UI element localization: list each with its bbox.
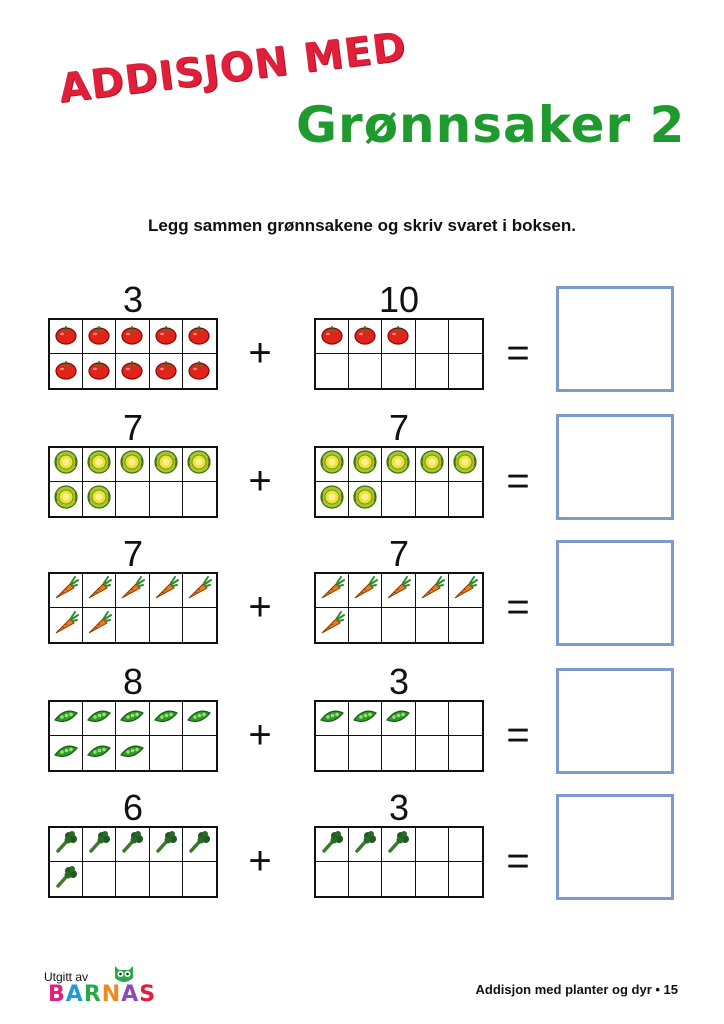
- ten-frame-cell: [83, 608, 116, 642]
- cabbage-icon: [352, 449, 378, 480]
- cabbage-icon: [385, 449, 411, 480]
- ten-frame-cell: [316, 608, 349, 642]
- ten-frame-cell: [50, 448, 83, 482]
- right-ten-frame: [314, 700, 484, 772]
- broccoli-icon: [319, 829, 345, 860]
- ten-frame-cell: [416, 608, 449, 642]
- ten-frame-cell: [449, 448, 482, 482]
- carrot-icon: [86, 575, 112, 606]
- ten-frame-cell: [183, 828, 216, 862]
- ten-frame-cell: [83, 702, 116, 736]
- ten-frame-cell: [416, 574, 449, 608]
- ten-frame-cell: [349, 828, 382, 862]
- cabbage-icon: [352, 484, 378, 515]
- ten-frame-cell: [449, 702, 482, 736]
- ten-frame-cell: [50, 702, 83, 736]
- left-number: 6: [122, 787, 144, 828]
- ten-frame-cell: [316, 320, 349, 354]
- ten-frame-cell: [150, 320, 183, 354]
- ten-frame-cell: [316, 482, 349, 516]
- ten-frame-cell: [183, 574, 216, 608]
- ten-frame-cell: [416, 354, 449, 388]
- pea-pod-icon: [86, 703, 112, 734]
- publisher-letter: S: [139, 982, 157, 1007]
- right-number: 7: [388, 407, 410, 448]
- publisher-name: [48, 982, 156, 1007]
- ten-frame-cell: [150, 828, 183, 862]
- ten-frame-cell: [382, 448, 415, 482]
- cabbage-icon: [53, 484, 79, 515]
- ten-frame-cell: [50, 828, 83, 862]
- broccoli-icon: [53, 864, 79, 895]
- left-ten-frame: [48, 446, 218, 518]
- answer-box[interactable]: [556, 794, 674, 900]
- plus-sign: +: [248, 713, 272, 757]
- answer-box[interactable]: [556, 286, 674, 392]
- ten-frame-cell: [150, 448, 183, 482]
- carrot-icon: [53, 610, 79, 641]
- publisher-letter: A: [121, 982, 140, 1007]
- left-ten-frame: [48, 572, 218, 644]
- plus-sign: +: [248, 331, 272, 375]
- ten-frame-cell: [183, 608, 216, 642]
- left-number: 7: [122, 533, 144, 574]
- publisher-letter: B: [48, 982, 66, 1007]
- left-number: 7: [122, 407, 144, 448]
- tomato-icon: [153, 321, 179, 352]
- problem-row: [0, 533, 724, 662]
- tomato-icon: [153, 356, 179, 387]
- ten-frame-cell: [183, 736, 216, 770]
- broccoli-icon: [53, 829, 79, 860]
- ten-frame-cell: [116, 702, 149, 736]
- ten-frame-cell: [382, 702, 415, 736]
- left-ten-frame: [48, 700, 218, 772]
- instruction-text: Legg sammen grønnsakene og skriv svaret i boksen.: [148, 216, 576, 235]
- ten-frame-cell: [116, 574, 149, 608]
- carrot-icon: [186, 575, 212, 606]
- ten-frame-cell: [416, 482, 449, 516]
- ten-frame-cell: [349, 574, 382, 608]
- pea-pod-icon: [352, 703, 378, 734]
- ten-frame-cell: [382, 482, 415, 516]
- tomato-icon: [53, 321, 79, 352]
- tomato-icon: [86, 356, 112, 387]
- tomato-icon: [86, 321, 112, 352]
- left-ten-frame: [48, 826, 218, 898]
- right-number: 7: [388, 533, 410, 574]
- ten-frame-cell: [449, 354, 482, 388]
- ten-frame-cell: [116, 354, 149, 388]
- ten-frame-cell: [83, 354, 116, 388]
- ten-frame-cell: [83, 320, 116, 354]
- ten-frame-cell: [316, 574, 349, 608]
- title-line-2: Grønnsaker 2: [296, 96, 686, 154]
- problem-row: [0, 661, 724, 790]
- pea-pod-icon: [119, 703, 145, 734]
- page-label: Addisjon med planter og dyr • 15: [475, 982, 678, 997]
- ten-frame-cell: [382, 354, 415, 388]
- ten-frame-cell: [50, 574, 83, 608]
- ten-frame-cell: [349, 736, 382, 770]
- ten-frame-cell: [449, 320, 482, 354]
- ten-frame-cell: [50, 482, 83, 516]
- answer-box[interactable]: [556, 414, 674, 520]
- cabbage-icon: [419, 449, 445, 480]
- left-number: 3: [122, 279, 144, 320]
- ten-frame-cell: [416, 736, 449, 770]
- ten-frame-cell: [83, 862, 116, 896]
- plus-sign: +: [248, 459, 272, 503]
- right-ten-frame: [314, 318, 484, 390]
- ten-frame-cell: [382, 320, 415, 354]
- equals-sign: =: [506, 585, 530, 629]
- tomato-icon: [186, 356, 212, 387]
- cabbage-icon: [86, 484, 112, 515]
- pea-pod-icon: [53, 703, 79, 734]
- ten-frame-cell: [449, 828, 482, 862]
- cabbage-icon: [186, 449, 212, 480]
- ten-frame-cell: [349, 702, 382, 736]
- ten-frame-cell: [116, 862, 149, 896]
- ten-frame-cell: [382, 608, 415, 642]
- ten-frame-cell: [50, 354, 83, 388]
- right-ten-frame: [314, 826, 484, 898]
- ten-frame-cell: [116, 482, 149, 516]
- right-number: 10: [378, 279, 420, 320]
- right-ten-frame: [314, 572, 484, 644]
- ten-frame-cell: [349, 862, 382, 896]
- ten-frame-cell: [449, 574, 482, 608]
- ten-frame-cell: [183, 702, 216, 736]
- ten-frame-cell: [83, 482, 116, 516]
- ten-frame-cell: [316, 828, 349, 862]
- ten-frame-cell: [183, 862, 216, 896]
- publisher-letter: A: [65, 982, 84, 1007]
- right-number: 3: [388, 661, 410, 702]
- owl-icon: [112, 964, 136, 984]
- ten-frame-cell: [449, 482, 482, 516]
- carrot-icon: [153, 575, 179, 606]
- ten-frame-cell: [50, 320, 83, 354]
- publisher-letter: N: [101, 982, 122, 1007]
- ten-frame-cell: [316, 354, 349, 388]
- ten-frame-cell: [150, 862, 183, 896]
- ten-frame-cell: [83, 448, 116, 482]
- problem-row: [0, 279, 724, 408]
- ten-frame-cell: [316, 736, 349, 770]
- broccoli-icon: [352, 829, 378, 860]
- left-number: 8: [122, 661, 144, 702]
- ten-frame-cell: [116, 448, 149, 482]
- tomato-icon: [119, 356, 145, 387]
- carrot-icon: [86, 610, 112, 641]
- carrot-icon: [352, 575, 378, 606]
- ten-frame-cell: [50, 862, 83, 896]
- ten-frame-cell: [449, 608, 482, 642]
- ten-frame-cell: [349, 354, 382, 388]
- ten-frame-cell: [316, 702, 349, 736]
- plus-sign: +: [248, 585, 272, 629]
- cabbage-icon: [119, 449, 145, 480]
- ten-frame-cell: [416, 862, 449, 896]
- cabbage-icon: [86, 449, 112, 480]
- ten-frame-cell: [382, 736, 415, 770]
- carrot-icon: [385, 575, 411, 606]
- carrot-icon: [319, 575, 345, 606]
- cabbage-icon: [452, 449, 478, 480]
- answer-box[interactable]: [556, 540, 674, 646]
- ten-frame-cell: [382, 862, 415, 896]
- ten-frame-cell: [416, 828, 449, 862]
- pea-pod-icon: [186, 703, 212, 734]
- carrot-icon: [452, 575, 478, 606]
- problem-row: [0, 787, 724, 916]
- ten-frame-cell: [183, 320, 216, 354]
- tomato-icon: [385, 321, 411, 352]
- plus-sign: +: [248, 839, 272, 883]
- right-ten-frame: [314, 446, 484, 518]
- ten-frame-cell: [150, 702, 183, 736]
- ten-frame-cell: [449, 862, 482, 896]
- ten-frame-cell: [116, 608, 149, 642]
- ten-frame-cell: [150, 482, 183, 516]
- ten-frame-cell: [449, 736, 482, 770]
- ten-frame-cell: [316, 448, 349, 482]
- equals-sign: =: [506, 713, 530, 757]
- pea-pod-icon: [86, 738, 112, 769]
- ten-frame-cell: [349, 448, 382, 482]
- ten-frame-cell: [349, 482, 382, 516]
- ten-frame-cell: [183, 448, 216, 482]
- ten-frame-cell: [150, 608, 183, 642]
- problem-row: [0, 407, 724, 536]
- ten-frame-cell: [183, 354, 216, 388]
- ten-frame-cell: [150, 736, 183, 770]
- carrot-icon: [419, 575, 445, 606]
- ten-frame-cell: [83, 736, 116, 770]
- ten-frame-cell: [50, 736, 83, 770]
- ten-frame-cell: [116, 828, 149, 862]
- ten-frame-cell: [416, 320, 449, 354]
- tomato-icon: [352, 321, 378, 352]
- equals-sign: =: [506, 839, 530, 883]
- pea-pod-icon: [119, 738, 145, 769]
- publisher-letter: R: [83, 982, 102, 1007]
- pea-pod-icon: [153, 703, 179, 734]
- title-line-1: ADDISJON MED: [56, 23, 409, 113]
- publisher-prefix: Utgitt av: [44, 970, 89, 984]
- publisher-logo: [44, 964, 194, 1008]
- ten-frame-cell: [349, 608, 382, 642]
- pea-pod-icon: [53, 738, 79, 769]
- ten-frame-cell: [183, 482, 216, 516]
- ten-frame-cell: [83, 828, 116, 862]
- broccoli-icon: [186, 829, 212, 860]
- carrot-icon: [119, 575, 145, 606]
- tomato-icon: [186, 321, 212, 352]
- right-number: 3: [388, 787, 410, 828]
- answer-box[interactable]: [556, 668, 674, 774]
- pea-pod-icon: [319, 703, 345, 734]
- tomato-icon: [53, 356, 79, 387]
- pea-pod-icon: [385, 703, 411, 734]
- broccoli-icon: [86, 829, 112, 860]
- tomato-icon: [319, 321, 345, 352]
- ten-frame-cell: [416, 702, 449, 736]
- ten-frame-cell: [416, 448, 449, 482]
- ten-frame-cell: [316, 862, 349, 896]
- ten-frame-cell: [83, 574, 116, 608]
- equals-sign: =: [506, 459, 530, 503]
- ten-frame-cell: [150, 574, 183, 608]
- carrot-icon: [53, 575, 79, 606]
- ten-frame-cell: [116, 736, 149, 770]
- ten-frame-cell: [50, 608, 83, 642]
- broccoli-icon: [119, 829, 145, 860]
- cabbage-icon: [153, 449, 179, 480]
- carrot-icon: [319, 610, 345, 641]
- equals-sign: =: [506, 331, 530, 375]
- broccoli-icon: [385, 829, 411, 860]
- left-ten-frame: [48, 318, 218, 390]
- cabbage-icon: [53, 449, 79, 480]
- ten-frame-cell: [382, 828, 415, 862]
- tomato-icon: [119, 321, 145, 352]
- cabbage-icon: [319, 484, 345, 515]
- ten-frame-cell: [150, 354, 183, 388]
- ten-frame-cell: [382, 574, 415, 608]
- cabbage-icon: [319, 449, 345, 480]
- broccoli-icon: [153, 829, 179, 860]
- ten-frame-cell: [349, 320, 382, 354]
- ten-frame-cell: [116, 320, 149, 354]
